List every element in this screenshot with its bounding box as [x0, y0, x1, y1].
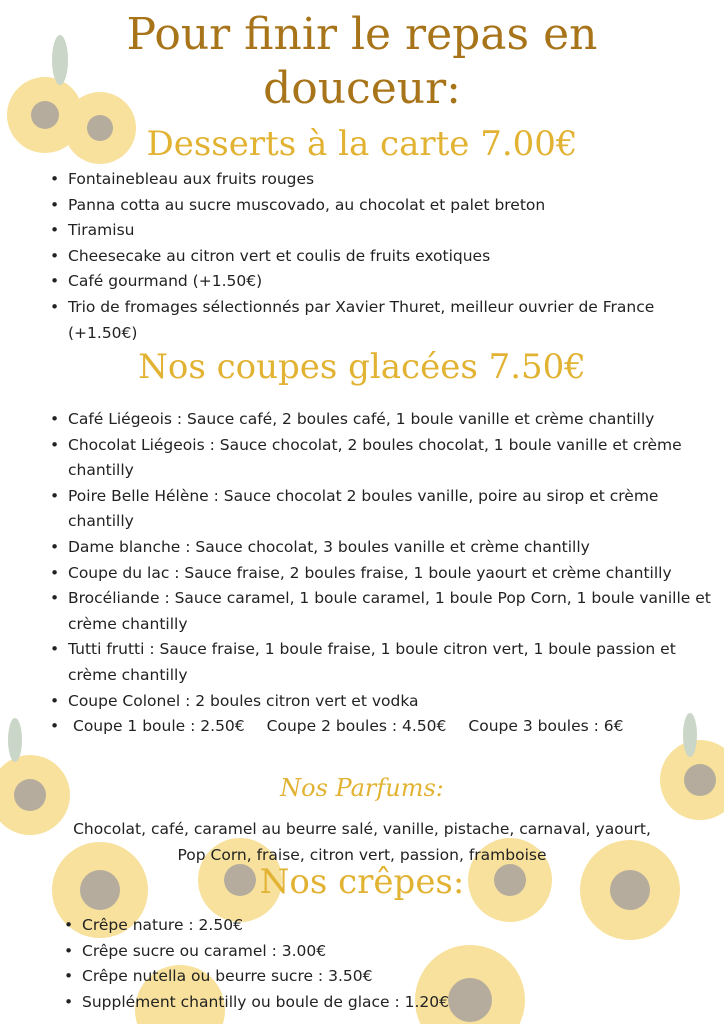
list-item: • Crêpe nutella ou beurre sucre : 3.50€: [66, 964, 626, 990]
crepes-heading: Nos crêpes:: [259, 862, 465, 902]
list-item: • Tiramisu: [52, 218, 672, 244]
list-item: • Chocolat Liégeois : Sauce chocolat, 2 boules chocolat, 1 boule vanille et crème chantilly: [52, 433, 712, 484]
list-item: • Café Liégeois : Sauce café, 2 boules café, 1 boule vanille et crème chantilly: [52, 407, 712, 433]
list-item: • Tutti frutti : Sauce fraise, 1 boule fraise, 1 boule citron vert, 1 boule passion et crème chantilly: [52, 637, 712, 688]
list-item: • Brocéliande : Sauce caramel, 1 boule caramel, 1 boule Pop Corn, 1 boule vanille et crème chantilly: [52, 586, 712, 637]
list-item: • Panna cotta au sucre muscovado, au chocolat et palet breton: [52, 193, 672, 219]
list-item: • Coupe du lac : Sauce fraise, 2 boules fraise, 1 boule yaourt et crème chantilly: [52, 561, 712, 587]
crepes-list: [66, 913, 626, 1015]
list-item: • Cheesecake au citron vert et coulis de fruits exotiques: [52, 244, 672, 270]
coupes-list: [52, 407, 712, 740]
coupe-prices: [52, 714, 712, 740]
list-item: • Poire Belle Hélène : Sauce chocolat 2 boules vanille, poire au sirop et crème chantilly: [52, 484, 712, 535]
price-item: Coupe 1 boule : 2.50€: [73, 717, 245, 736]
list-item: • Dame blanche : Sauce chocolat, 3 boules vanille et crème chantilly: [52, 535, 712, 561]
list-item: • Coupe Colonel : 2 boules citron vert et vodka: [52, 689, 712, 715]
price-item: Coupe 2 boules : 4.50€: [266, 717, 447, 736]
list-item: • Trio de fromages sélectionnés par Xavier Thuret, meilleur ouvrier de France (+1.50€): [52, 295, 672, 346]
desserts-heading: Desserts à la carte 7.00€: [146, 124, 578, 164]
price-item: Coupe 3 boules : 6€: [468, 717, 624, 736]
list-item: • Café gourmand (+1.50€): [52, 269, 672, 295]
desserts-list: [52, 167, 672, 346]
parfums-text: Chocolat, café, caramel au beurre salé, vanille, pistache, carnaval, yaourt, Pop Corn, fraise, citron vert, passion, framboise: [73, 820, 651, 864]
list-item: • Supplément chantilly ou boule de glace : 1.20€: [66, 990, 626, 1016]
list-item: • Crêpe sucre ou caramel : 3.00€: [66, 939, 626, 965]
coupes-heading: Nos coupes glacées 7.50€: [138, 347, 586, 387]
list-item: • Crêpe nature : 2.50€: [66, 913, 626, 939]
parfums-heading: Nos Parfums:: [280, 774, 444, 802]
page-title: Pour finir le repas en douceur:: [126, 9, 598, 114]
list-item: • Fontainebleau aux fruits rouges: [52, 167, 672, 193]
